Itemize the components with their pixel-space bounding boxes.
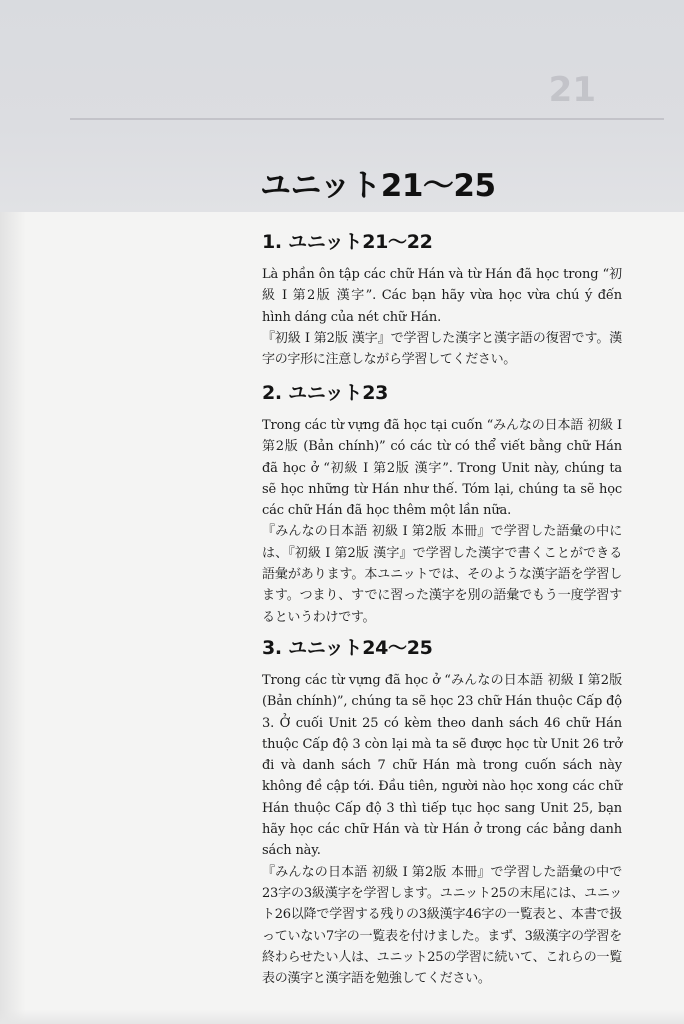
section-text-vi: Trong các từ vựng đã học tại cuốn “みんなの日本語 初級 I 第2版 (Bản chính)” có các từ có thể viết bằng chữ Hán đã học ở “初級 I 第2版 漢字”. Trong Unit này, chúng ta sẽ học những từ Hán như thế. Tóm lại, chúng ta sẽ học các chữ Hán đã học thêm một lần nữa. xyxy=(262,418,622,519)
section-heading: 2. ユニット23 xyxy=(262,382,389,404)
page-left-shadow xyxy=(0,212,26,1024)
section-unit-21-22 xyxy=(262,227,622,370)
section-unit-23 xyxy=(262,378,622,628)
section-heading: 1. ユニット21〜22 xyxy=(262,231,433,253)
page-title: ユニット21〜25 xyxy=(260,168,496,204)
section-heading: 3. ユニット24〜25 xyxy=(262,637,433,659)
section-text-ja: 『初級 I 第2版 漢字』で学習した漢字と漢字語の復習です。漢字の字形に注意しながら学習してください。 xyxy=(262,330,622,368)
section-unit-24-25 xyxy=(262,633,622,989)
section-text-ja: 『みんなの日本語 初級 I 第2版 本冊』で学習した語彙の中で23字の3級漢字を学習します。ユニット25の末尾には、ユニット26以降で学習する残りの3級漢字46字の一覧表と、本書で扱っていない7字の一覧表を付けました。まず、3級漢字の学習を終わらせたい人は、ユニット25の学習に続いて、これらの一覧表の漢字と漢字語を勉強してください。 xyxy=(262,864,622,987)
page-bottom-edge xyxy=(0,1010,684,1024)
section-text-vi: Trong các từ vựng đã học ở “みんなの日本語 初級 I 第2版 (Bản chính)”, chúng ta sẽ học 23 chữ Hán thuộc Cấp độ 3. Ở cuối Unit 25 có kèm theo danh sách 46 chữ Hán thuộc Cấp độ 3 còn lại mà ta sẽ được học từ Unit 26 trở đi và danh sách 7 chữ Hán mà trong cuốn sách này không đề cập tới. Đầu tiên, người nào học xong các chữ Hán thuộc Cấp độ 3 thì tiếp tục học sang Unit 25, bạn hãy học các chữ Hán và từ Hán ở trong các bảng danh sách này. xyxy=(262,673,622,859)
section-text-vi: Là phần ôn tập các chữ Hán và từ Hán đã học trong “初級 I 第2版 漢字”. Các bạn hãy vừa học vừa chú ý đến hình dáng của nét chữ Hán. xyxy=(262,267,622,325)
section-text-ja: 『みんなの日本語 初級 I 第2版 本冊』で学習した語彙の中には、『初級 I 第2版 漢字』で学習した漢字で書くことができる語彙があります。本ユニットでは、そのような漢字語を学習します。つまり、すでに習った漢字を別の語彙でもう一度学習するというわけです。 xyxy=(262,524,622,625)
show-through-page-number: 21 xyxy=(548,70,596,110)
